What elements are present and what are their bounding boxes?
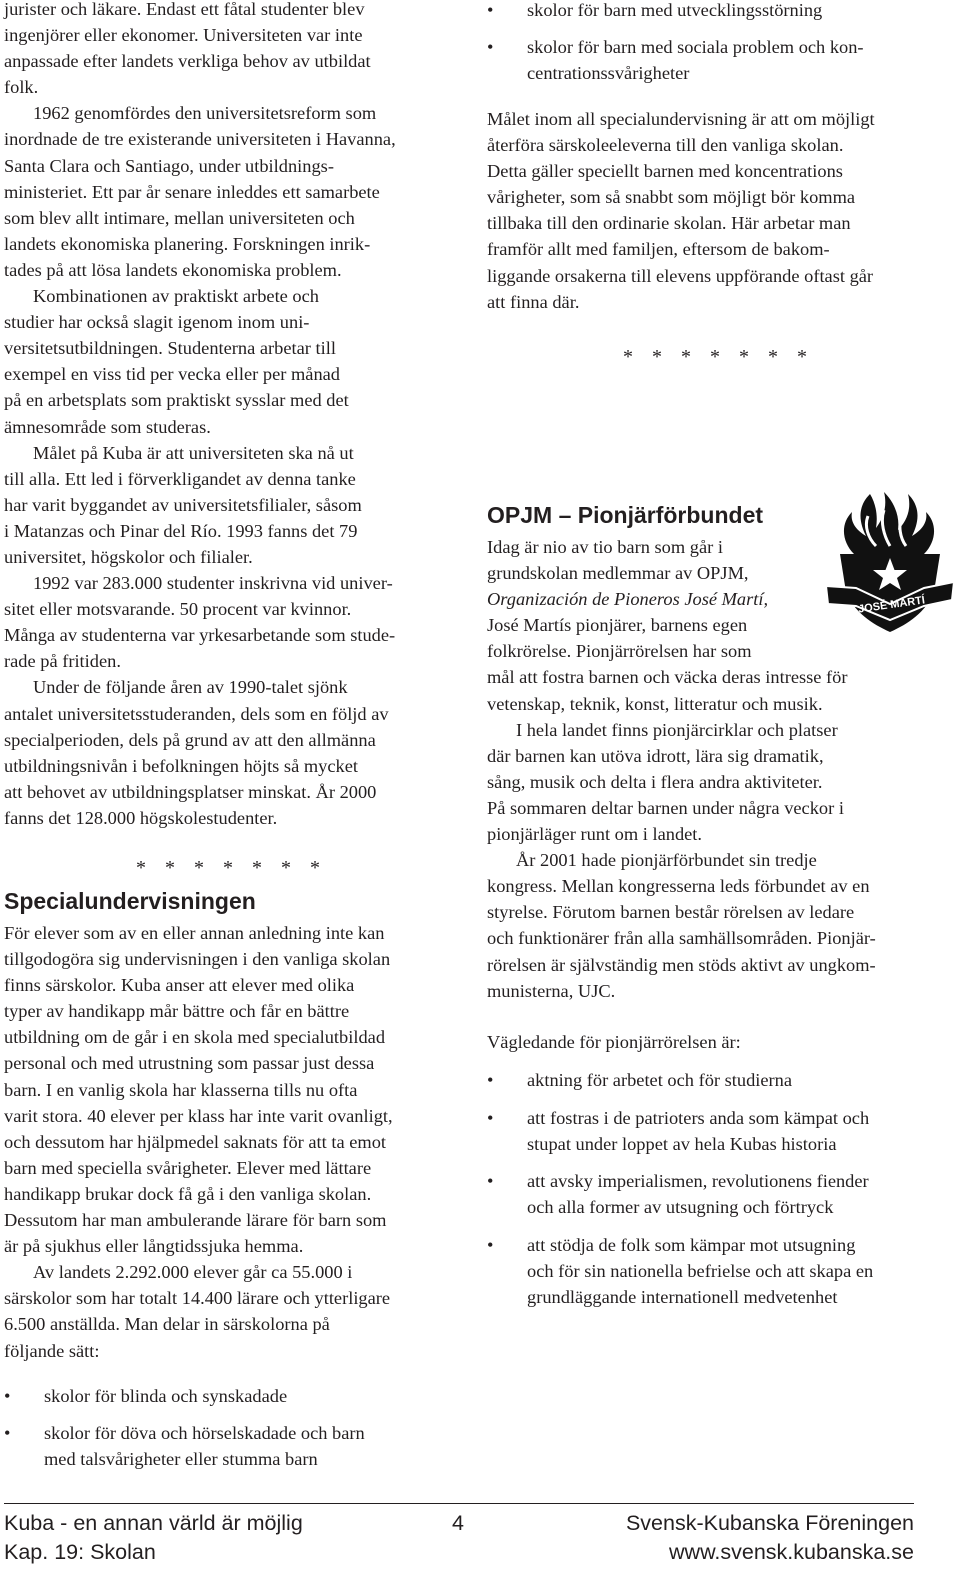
text-line: antalet universitetsstuderanden, dels som en följd av: [4, 703, 389, 724]
text-line: utbildningsnivån i befolkningen höjts så mycket: [4, 755, 358, 776]
text-line: ministeriet. Ett par år senare inleddes ett samarbete: [4, 181, 380, 202]
text-line: versitetsutbildningen. Studenterna arbetar till: [4, 338, 336, 359]
text-line: José Martís pionjärer, barnens egen: [487, 615, 748, 636]
text-line: pionjärläger runt om i landet.: [487, 824, 703, 845]
bullet-icon: •: [487, 37, 494, 57]
text-line: utbildning om de går i en skola med specialutbildad: [4, 1027, 386, 1048]
intro-text: [4, 0, 396, 831]
opjm-heading: OPJM – Pionjärförbundet: [487, 502, 764, 528]
text-line: Målet på Kuba är att universiteten ska nå ut: [33, 442, 354, 463]
text-line: i Matanzas och Pinar del Río. 1993 fanns det 79: [4, 520, 358, 541]
text-line: studier har också slagit igenom inom uni-: [4, 312, 310, 333]
text-line: anpassade efter landets verkliga behov av utbildat: [4, 51, 371, 72]
text-line: barn. I en vanlig skola har klasserna tills nu ofta: [4, 1079, 358, 1100]
text-line: följande sätt:: [4, 1340, 100, 1361]
special-education-text: [4, 920, 393, 1364]
text-line: på en arbetsplats som praktiskt sysslar med det: [4, 390, 349, 411]
list-item-text: med talsvårigheter eller stumma barn: [44, 1449, 318, 1470]
text-line: universitet, högskolor och filialer.: [4, 546, 253, 567]
text-line: styrelse. Förutom barnen består rörelsen av ledare: [487, 902, 855, 923]
text-line: munisterna, UJC.: [487, 980, 616, 1001]
section-separator: * * * * * * *: [623, 346, 814, 368]
text-line: specialperioden, dels på grund av att den allmänna: [4, 729, 376, 750]
text-line: Detta gäller speciellt barnen med koncentrations: [487, 161, 843, 182]
bullet-icon: •: [487, 1171, 494, 1191]
text-line: liggande orsakerna till elevens uppförande oftast går: [487, 265, 874, 286]
text-line: tillbaka till den ordinarie skolan. Här arbetar man: [487, 213, 851, 234]
text-line: och funktionärer från alla samhällsområden. Pionjär-: [487, 928, 876, 949]
text-line: folkrörelse. Pionjärrörelsen har som: [487, 641, 752, 662]
page-number: 4: [452, 1511, 464, 1535]
opjm-logo: [826, 488, 954, 634]
text-line: vårigheter, som så snabbt som möjligt bör komma: [487, 187, 856, 208]
footer-website: www.svensk.kubanska.se: [669, 1540, 914, 1564]
list-item-text: skolor för blinda och synskadade: [44, 1386, 288, 1406]
list-item-text: och alla former av utsugning och förtryck: [527, 1197, 834, 1218]
text-line: typer av handikapp mår bättre och får en bättre: [4, 1001, 350, 1022]
text-line: där barnen kan utöva idrott, lära sig dramatik,: [487, 745, 824, 766]
list-item-text: centrationssvårigheter: [527, 63, 690, 84]
text-line: som blev allt intimare, mellan universiteten och: [4, 207, 355, 228]
list-item-text: stupat under loppet av hela Kubas historia: [527, 1134, 837, 1155]
text-line: personal och med utrustning som passar just dessa: [4, 1053, 375, 1074]
text-line: vetenskap, teknik, konst, litteratur och musik.: [487, 693, 823, 714]
bullet-icon: •: [487, 1108, 494, 1128]
text-line: att behovet av utbildningsplatser minskat. År 2000: [4, 781, 377, 802]
bullet-icon: •: [487, 1235, 494, 1255]
text-line: rörelsen är självständig men stöds aktivt av ungkom-: [487, 954, 876, 975]
text-line: Santa Clara och Santiago, under utbildnings-: [4, 155, 334, 176]
text-line: jurister och läkare. Endast ett fåtal studenter blev: [4, 0, 365, 19]
text-line: Dessutom har man ambulerande lärare för barn som: [4, 1210, 387, 1231]
text-line: landets ekonomiska planering. Forskningen inrik-: [4, 233, 371, 254]
text-line: och dessutom har hjälpmedel saknats för att ta emot: [4, 1131, 387, 1152]
list-item-text: att avsky imperialismen, revolutionens fiender: [527, 1171, 869, 1191]
footer-chapter: Kap. 19: Skolan: [4, 1540, 156, 1564]
bullet-icon: •: [487, 0, 494, 20]
logo-text: JOSÉ MARTÍ: [857, 594, 926, 616]
text-line: 1962 genomfördes den universitetsreform som: [33, 103, 377, 124]
text-line: I hela landet finns pionjärcirklar och platser: [516, 719, 838, 740]
text-line: På sommaren deltar barnen under några veckor i: [487, 797, 844, 818]
text-line: har varit byggandet av universitetsfilialer, såsom: [4, 494, 362, 515]
text-line: mål att fostra barnen och väcka deras intresse för: [487, 667, 848, 688]
text-line: sitet eller motsvarande. 50 procent var kvinnor.: [4, 599, 352, 620]
text-line: För elever som av en eller annan anledning inte kan: [4, 923, 385, 943]
list-item-text: att stödja de folk som kämpar mot utsugning: [527, 1235, 856, 1255]
text-line: handikapp brukar dock få gå i den vanliga skolan.: [4, 1183, 372, 1204]
text-line: finns särskolor. Kuba anser att elever med olika: [4, 975, 355, 996]
text-line: barn med speciella svårigheter. Elever med lättare: [4, 1157, 372, 1178]
text-line: Idag är nio av tio barn som går i: [487, 537, 723, 557]
text-line: sång, musik och delta i flera andra aktiviteter.: [487, 771, 823, 792]
bullet-icon: •: [4, 1423, 11, 1443]
bullet-icon: •: [487, 1070, 494, 1090]
text-line: 1992 var 283.000 studenter inskrivna vid univer-: [33, 573, 393, 594]
text-line: särskolor som har totalt 14.400 lärare och ytterligare: [4, 1288, 391, 1309]
text-line: 6.500 anställda. Man delar in särskolorna på: [4, 1314, 330, 1335]
footer-divider: [4, 1503, 914, 1504]
list-item-text: skolor för döva och hörselskadade och barn: [44, 1423, 365, 1443]
list-item-text: och för sin nationella befrielse och att skapa en: [527, 1261, 874, 1282]
text-line: Målet inom all specialundervisning är att om möjligt: [487, 109, 875, 129]
text-line: återföra särskoleeleverna till den vanliga skolan.: [487, 135, 844, 156]
bullet-icon: •: [4, 1386, 11, 1406]
text-line: varit stora. 40 elever per klass har inte varit ovanligt,: [4, 1105, 393, 1126]
text-line: framför allt med familjen, eftersom de bakom-: [487, 239, 830, 260]
footer-publication-title: Kuba - en annan värld är möjlig: [4, 1511, 303, 1535]
opjm-text: [487, 534, 876, 1004]
text-line: rade på fritiden.: [4, 651, 121, 672]
text-line: Organización de Pioneros José Martí,: [487, 589, 769, 610]
text-line: att finna där.: [487, 291, 580, 312]
goal-text: [487, 106, 875, 315]
text-line: folk.: [4, 77, 39, 98]
text-line: Under de följande åren av 1990-talet sjönk: [33, 677, 348, 698]
text-line: grundskolan medlemmar av OPJM,: [487, 563, 749, 584]
list-item-text: skolor för barn med sociala problem och kon-: [527, 37, 864, 57]
guiding-intro: Vägledande för pionjärrörelsen är:: [487, 1032, 741, 1052]
text-line: fanns det 128.000 högskolestudenter.: [4, 807, 278, 828]
list-item-text: grundläggande internationell medvetenhet: [527, 1287, 838, 1308]
section-separator: * * * * * * *: [136, 857, 327, 879]
text-line: ingenjörer eller ekonomer. Universiteten var inte: [4, 25, 363, 46]
text-line: Av landets 2.292.000 elever går ca 55.000 i: [33, 1262, 353, 1283]
text-line: ämnesområde som studeras.: [4, 416, 211, 437]
text-line: Många av studenterna var yrkesarbetande som stude-: [4, 625, 396, 646]
text-line: År 2001 hade pionjärförbundet sin tredje: [516, 850, 817, 871]
text-line: till alla. Ett led i förverkligandet av denna tanke: [4, 468, 356, 489]
text-line: kongress. Mellan kongresserna leds förbundet av en: [487, 876, 870, 897]
text-line: tades på att lösa landets ekonomiska problem.: [4, 259, 342, 280]
list-item-text: att fostras i de patrioters anda som kämpat och: [527, 1108, 870, 1128]
special-education-heading: Specialundervisningen: [4, 888, 256, 914]
list-item-text: aktning för arbetet och för studierna: [527, 1070, 793, 1090]
footer-organization: Svensk-Kubanska Föreningen: [625, 1511, 914, 1535]
text-line: är på sjukhus eller långtidssjuka hemma.: [4, 1236, 304, 1257]
text-line: inordnade de tre existerande universiteten i Havanna,: [4, 129, 396, 150]
text-line: exempel en viss tid per vecka eller per månad: [4, 364, 340, 385]
text-line: tillgodogöra sig undervisningen i den vanliga skolan: [4, 949, 391, 970]
text-line: Kombinationen av praktiskt arbete och: [33, 286, 319, 307]
list-item-text: skolor för barn med utvecklingsstörning: [527, 0, 823, 20]
